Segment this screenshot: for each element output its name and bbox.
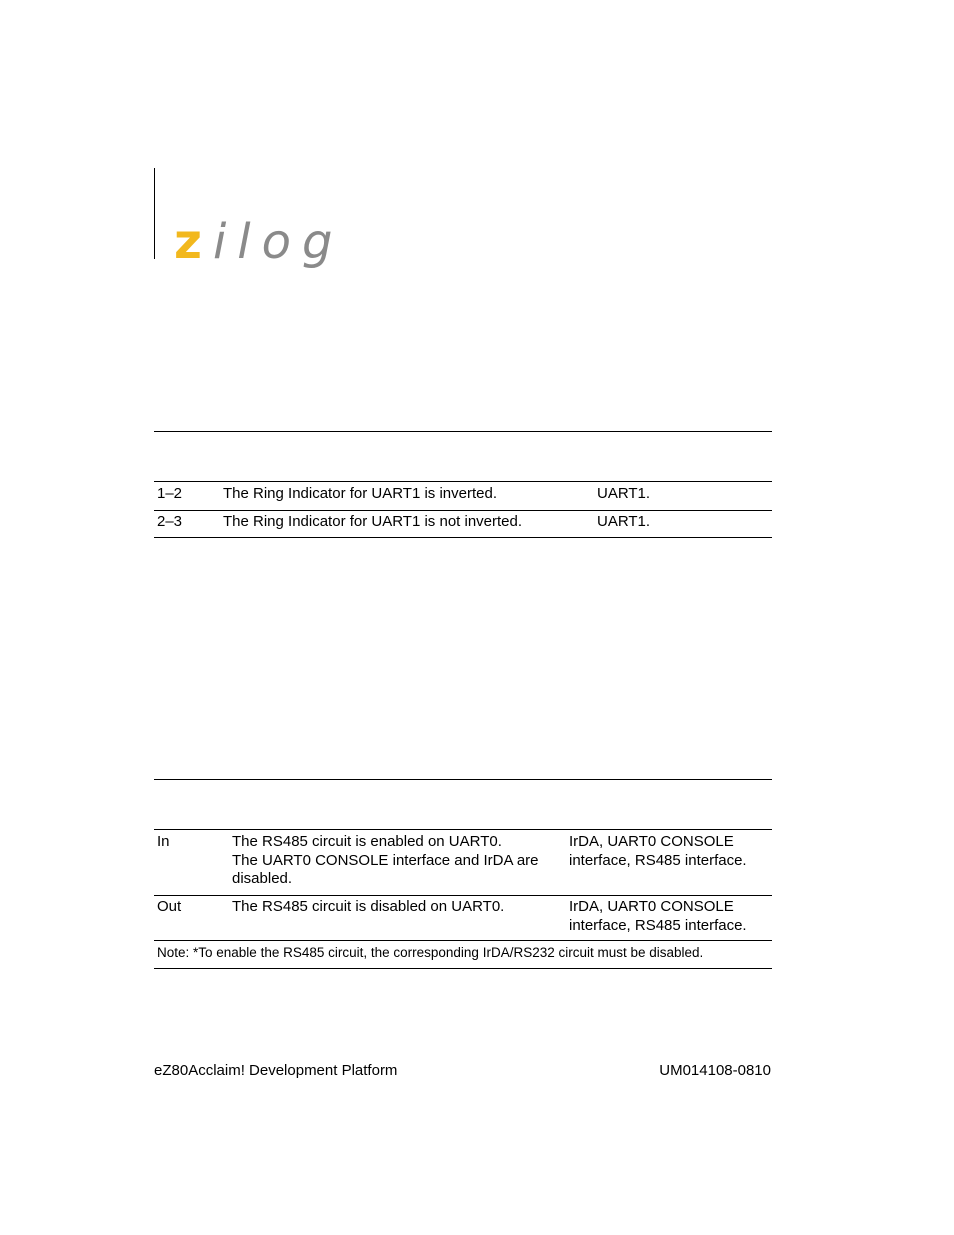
table2-row1-affected-line2: interface, RS485 interface. [569, 852, 747, 869]
table2-row2-function-line1: The RS485 circuit is disabled on UART0. [232, 898, 505, 915]
table1-row2-shunt: 2–3 [157, 513, 183, 530]
table1-row2-affected: UART1. [597, 513, 651, 530]
table2-bottom-rule [154, 968, 772, 969]
logo-letter-z: z [174, 214, 213, 270]
table2-row2-shunt: Out [157, 898, 182, 915]
logo-divider-bar [154, 168, 155, 259]
table2-row1-function-line2: The UART0 CONSOLE interface and IrDA are [232, 852, 539, 869]
table1-row2-function: The Ring Indicator for UART1 is not inverted. [223, 513, 523, 530]
footer-document-number: UM014108-0810 [659, 1062, 771, 1079]
table1-row1-affected: UART1. [597, 485, 651, 502]
table2-header-rule [154, 829, 772, 830]
table2-row1-affected-line1: IrDA, UART0 CONSOLE [569, 833, 734, 850]
table2-row1-function-line3: disabled. [232, 870, 293, 887]
table2-row-divider [154, 895, 772, 896]
table1-bottom-rule [154, 537, 772, 538]
table2-note-rule [154, 940, 772, 941]
table2-note: Note: *To enable the RS485 circuit, the corresponding IrDA/RS232 circuit must be disabled. [157, 945, 704, 960]
zilog-logo [174, 214, 344, 270]
table2-row1-function-line1: The RS485 circuit is enabled on UART0. [232, 833, 502, 850]
table1-row-divider [154, 510, 772, 511]
logo-letters-ilog: ilog [212, 214, 344, 270]
table1-row1-shunt: 1–2 [157, 485, 183, 502]
table2-row2-affected-line2: interface, RS485 interface. [569, 917, 747, 934]
table2-top-rule [154, 779, 772, 780]
table1-header-rule [154, 481, 772, 482]
footer-document-title: eZ80Acclaim! Development Platform [154, 1062, 398, 1079]
table1-row1-function: The Ring Indicator for UART1 is inverted. [223, 485, 498, 502]
table2-row2-affected-line1: IrDA, UART0 CONSOLE [569, 898, 734, 915]
table1-top-rule [154, 431, 772, 432]
table2-row1-shunt: In [157, 833, 170, 850]
